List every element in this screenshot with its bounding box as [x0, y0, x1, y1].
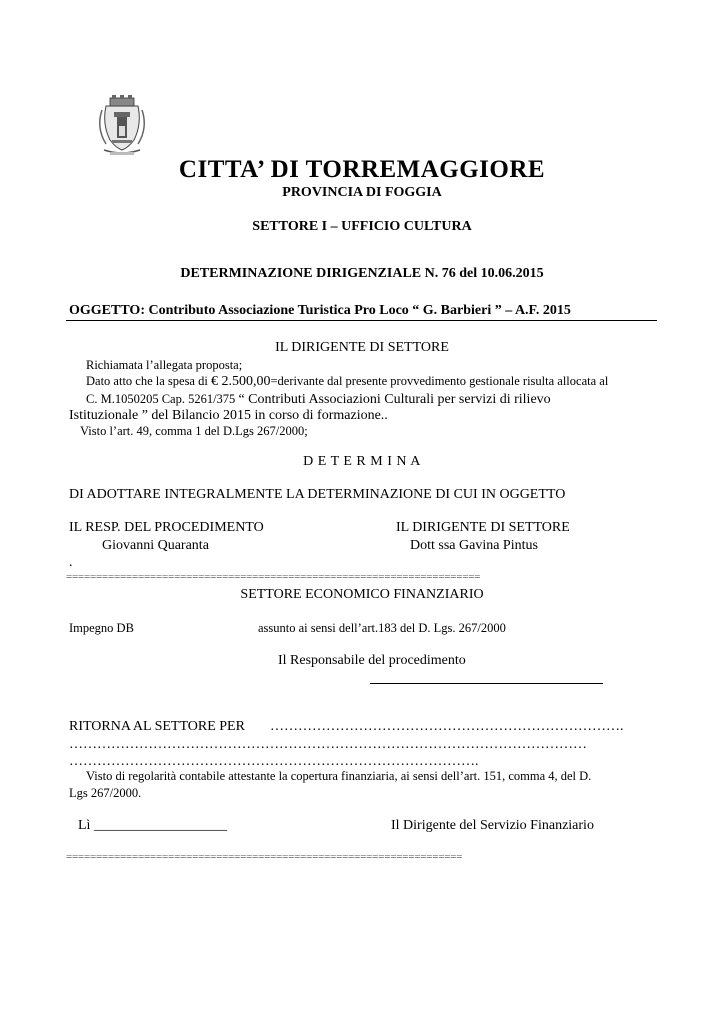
visto-line-1: Visto di regolarità contabile attestante la copertura finanziaria, ai sensi dell’art. 151, comma 4, del D. [86, 769, 592, 783]
body-line-3-code: C. M.1050205 Cap. 5261/375 [86, 392, 239, 406]
finance-heading: SETTORE ECONOMICO FINANZIARIO [240, 587, 484, 602]
subject-line: OGGETTO: Contributo Associazione Turistica Pro Loco “ G. Barbieri ” – A.F. 2015 [69, 303, 571, 318]
impegno-label: Impegno DB [69, 621, 134, 635]
body-line-5: Visto l’art. 49, comma 1 del D.Lgs 267/2000; [80, 424, 308, 438]
body-line-2-suffix: =derivante dal presente provvedimento gestionale risulta allocata al [270, 374, 609, 388]
responsabile-signature-line [370, 683, 603, 684]
body-line-3 [86, 390, 551, 408]
ritorna-dots-2: ………………………………………………………………………………………………… [69, 737, 587, 752]
separator-2: ================================================================== [66, 851, 463, 863]
body-line-2-prefix: Dato atto che la spesa di [86, 374, 211, 388]
body-line-4: Istituzionale ” del Bilancio 2015 in corso di formazione.. [69, 408, 388, 423]
separator-1: ===================================================================== [66, 571, 481, 583]
dir-label: IL DIRIGENTE DI SETTORE [396, 520, 570, 535]
ritorna-label: RITORNA AL SETTORE PER [69, 719, 245, 734]
decision-text: DI ADOTTARE INTEGRALMENTE LA DETERMINAZIONE DI CUI IN OGGETTO [69, 487, 566, 502]
province-label: PROVINCIA DI FOGGIA [282, 185, 442, 200]
visto-line-2: Lgs 267/2000. [69, 786, 142, 800]
city-title: CITTA’ DI TORREMAGGIORE [178, 156, 546, 183]
dirigente-heading: IL DIRIGENTE DI SETTORE [275, 340, 449, 355]
city-crest-logo [94, 94, 150, 158]
subject-divider [66, 320, 657, 321]
resp-label: IL RESP. DEL PROCEDIMENTO [69, 520, 264, 535]
amount-value: € 2.500,00 [210, 374, 271, 389]
dirigente-finanziario-label: Il Dirigente del Servizio Finanziario [391, 818, 594, 833]
sector-label: SETTORE I – UFFICIO CULTURA [252, 219, 472, 234]
determina-heading: D E T E R M I N A [303, 454, 421, 469]
body-line-1: Richiamata l’allegata proposta; [86, 358, 243, 372]
ritorna-dots-3: ……………………………………………………………………………. [69, 754, 479, 769]
resp-name: Giovanni Quaranta [102, 538, 209, 553]
body-line-3-text: “ Contributi Associazioni Culturali per servizi di rilievo [238, 392, 551, 407]
dir-name: Dott ssa Gavina Pintus [410, 538, 538, 553]
body-line-2 [86, 374, 608, 390]
responsabile-label: Il Responsabile del procedimento [278, 653, 466, 668]
dot-mark: . [69, 555, 73, 570]
li-date-field: Lì ___________________ [78, 818, 227, 833]
impegno-text: assunto ai sensi dell’art.183 del D. Lgs. 267/2000 [258, 621, 506, 635]
ritorna-dots-1: …………………………………………………………………. [270, 719, 624, 734]
determination-number: DETERMINAZIONE DIRIGENZIALE N. 76 del 10.06.2015 [180, 266, 544, 281]
